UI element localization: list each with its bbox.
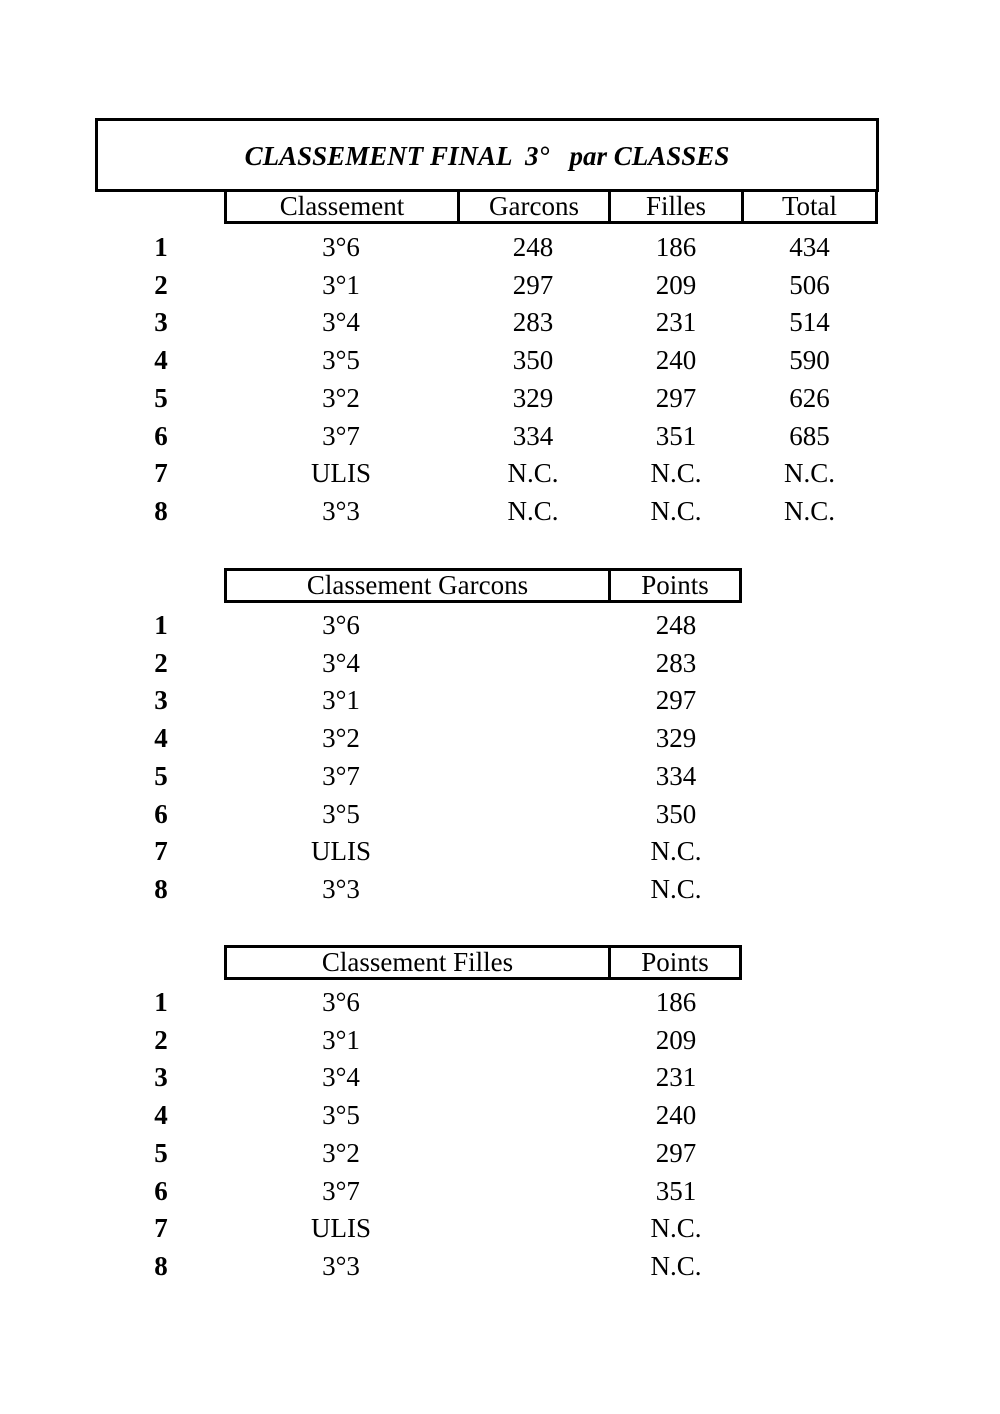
filles-cell: 351 bbox=[655, 420, 697, 451]
rank-cell: 1 bbox=[154, 987, 168, 1017]
table3-header bbox=[224, 945, 742, 980]
rank-cell: 6 bbox=[154, 420, 168, 451]
classe-cell: 3°4 bbox=[322, 647, 360, 678]
points-cell: 297 bbox=[655, 685, 697, 716]
classe-cell: 3°3 bbox=[322, 873, 360, 904]
total-cell: N.C. bbox=[783, 458, 835, 489]
table-row bbox=[0, 342, 1000, 379]
classe-cell: 3°3 bbox=[322, 1250, 360, 1281]
table-row bbox=[0, 1022, 1000, 1059]
classe-cell: 3°5 bbox=[322, 798, 360, 829]
garcons-cell: 350 bbox=[512, 345, 554, 376]
points-cell: 351 bbox=[655, 1175, 697, 1206]
table-row bbox=[0, 871, 1000, 908]
total-cell: 685 bbox=[789, 420, 830, 451]
classe-cell: 3°1 bbox=[322, 269, 360, 300]
rank-cell: 6 bbox=[154, 798, 168, 829]
points-cell: 329 bbox=[655, 723, 697, 754]
table-row bbox=[0, 796, 1000, 833]
rank-cell: 2 bbox=[154, 647, 168, 678]
points-cell: 248 bbox=[655, 610, 697, 640]
table-row bbox=[0, 418, 1000, 455]
table2-header-classement: Classement Garcons bbox=[227, 571, 611, 600]
table3-header-points: Points bbox=[641, 947, 709, 977]
filles-cell: N.C. bbox=[650, 458, 702, 489]
table1-header-filles: Filles bbox=[611, 192, 744, 221]
classe-cell: 3°1 bbox=[322, 1024, 360, 1055]
garcons-cell: N.C. bbox=[507, 458, 559, 489]
points-cell: 240 bbox=[655, 1100, 697, 1131]
page-title: CLASSEMENT FINAL 3° par CLASSES bbox=[244, 140, 730, 171]
garcons-cell: 329 bbox=[512, 382, 554, 413]
filles-cell: 240 bbox=[655, 345, 697, 376]
table-row bbox=[0, 304, 1000, 341]
rank-cell: 8 bbox=[154, 873, 168, 904]
table1-header bbox=[224, 189, 878, 224]
table2-header-points: Points bbox=[641, 570, 709, 600]
table-row bbox=[0, 720, 1000, 757]
table3-header-classement: Classement Filles bbox=[227, 948, 611, 977]
classe-cell: 3°6 bbox=[322, 232, 360, 262]
title-box bbox=[95, 118, 879, 192]
garcons-cell: 248 bbox=[512, 232, 554, 262]
table1-header-classement: Classement bbox=[227, 192, 460, 221]
table-row bbox=[0, 1059, 1000, 1096]
rank-cell: 5 bbox=[154, 760, 168, 791]
filles-cell: 209 bbox=[655, 269, 697, 300]
garcons-cell: 334 bbox=[512, 420, 554, 451]
classe-cell: 3°4 bbox=[322, 307, 360, 338]
points-cell: 231 bbox=[655, 1062, 697, 1093]
rank-cell: 4 bbox=[154, 1100, 168, 1131]
classe-cell: ULIS bbox=[311, 458, 371, 489]
classe-cell: ULIS bbox=[311, 1213, 371, 1244]
points-cell: N.C. bbox=[650, 873, 702, 904]
table-row bbox=[0, 1210, 1000, 1247]
rank-cell: 3 bbox=[154, 1062, 168, 1093]
table-row bbox=[0, 1135, 1000, 1172]
table-row bbox=[0, 1173, 1000, 1210]
classe-cell: 3°4 bbox=[322, 1062, 360, 1093]
classe-cell: 3°7 bbox=[322, 1175, 360, 1206]
table1-header-total: Total bbox=[781, 191, 838, 221]
table-row bbox=[0, 455, 1000, 492]
rank-cell: 2 bbox=[154, 269, 168, 300]
rank-cell: 6 bbox=[154, 1175, 168, 1206]
classe-cell: 3°2 bbox=[322, 723, 360, 754]
points-cell: 350 bbox=[655, 798, 697, 829]
rank-cell: 7 bbox=[154, 1213, 168, 1244]
filles-cell: 297 bbox=[655, 382, 697, 413]
points-cell: 283 bbox=[655, 647, 697, 678]
rank-cell: 3 bbox=[154, 307, 168, 338]
filles-cell: 231 bbox=[655, 307, 697, 338]
points-cell: 297 bbox=[655, 1137, 697, 1168]
points-cell: N.C. bbox=[650, 1250, 702, 1281]
rank-cell: 8 bbox=[154, 1250, 168, 1281]
rank-cell: 7 bbox=[154, 836, 168, 867]
classe-cell: 3°3 bbox=[322, 495, 360, 526]
total-cell: 434 bbox=[789, 232, 830, 262]
total-cell: N.C. bbox=[783, 495, 835, 526]
total-cell: 626 bbox=[789, 382, 830, 413]
total-cell: 506 bbox=[789, 269, 830, 300]
table-row bbox=[0, 984, 1000, 1021]
garcons-cell: 297 bbox=[512, 269, 554, 300]
rank-cell: 5 bbox=[154, 382, 168, 413]
table-row bbox=[0, 1097, 1000, 1134]
garcons-cell: N.C. bbox=[507, 495, 559, 526]
rank-cell: 1 bbox=[154, 610, 168, 640]
garcons-cell: 283 bbox=[512, 307, 554, 338]
points-cell: 209 bbox=[655, 1024, 697, 1055]
filles-cell: N.C. bbox=[650, 495, 702, 526]
classe-cell: 3°1 bbox=[322, 685, 360, 716]
table-row bbox=[0, 607, 1000, 644]
classe-cell: 3°2 bbox=[322, 382, 360, 413]
classe-cell: 3°6 bbox=[322, 987, 360, 1017]
classe-cell: 3°7 bbox=[322, 760, 360, 791]
rank-cell: 4 bbox=[154, 345, 168, 376]
classe-cell: 3°5 bbox=[322, 345, 360, 376]
classe-cell: 3°7 bbox=[322, 420, 360, 451]
rank-cell: 3 bbox=[154, 685, 168, 716]
table2-header bbox=[224, 568, 742, 603]
rank-cell: 7 bbox=[154, 458, 168, 489]
filles-cell: 186 bbox=[655, 232, 697, 262]
points-cell: N.C. bbox=[650, 1213, 702, 1244]
rank-cell: 1 bbox=[154, 232, 168, 262]
table-row bbox=[0, 493, 1000, 530]
classe-cell: ULIS bbox=[311, 836, 371, 867]
table-row bbox=[0, 1248, 1000, 1285]
rank-cell: 8 bbox=[154, 495, 168, 526]
points-cell: N.C. bbox=[650, 836, 702, 867]
points-cell: 334 bbox=[655, 760, 697, 791]
total-cell: 514 bbox=[789, 307, 830, 338]
rank-cell: 5 bbox=[154, 1137, 168, 1168]
table-row bbox=[0, 380, 1000, 417]
table1-header-garcons: Garcons bbox=[460, 192, 611, 221]
rank-cell: 4 bbox=[154, 723, 168, 754]
points-cell: 186 bbox=[655, 987, 697, 1017]
table-row bbox=[0, 682, 1000, 719]
table-row bbox=[0, 645, 1000, 682]
classe-cell: 3°5 bbox=[322, 1100, 360, 1131]
table-row bbox=[0, 229, 1000, 266]
classe-cell: 3°6 bbox=[322, 610, 360, 640]
table-row bbox=[0, 833, 1000, 870]
table-row bbox=[0, 267, 1000, 304]
total-cell: 590 bbox=[789, 345, 830, 376]
classe-cell: 3°2 bbox=[322, 1137, 360, 1168]
table-row bbox=[0, 758, 1000, 795]
rank-cell: 2 bbox=[154, 1024, 168, 1055]
